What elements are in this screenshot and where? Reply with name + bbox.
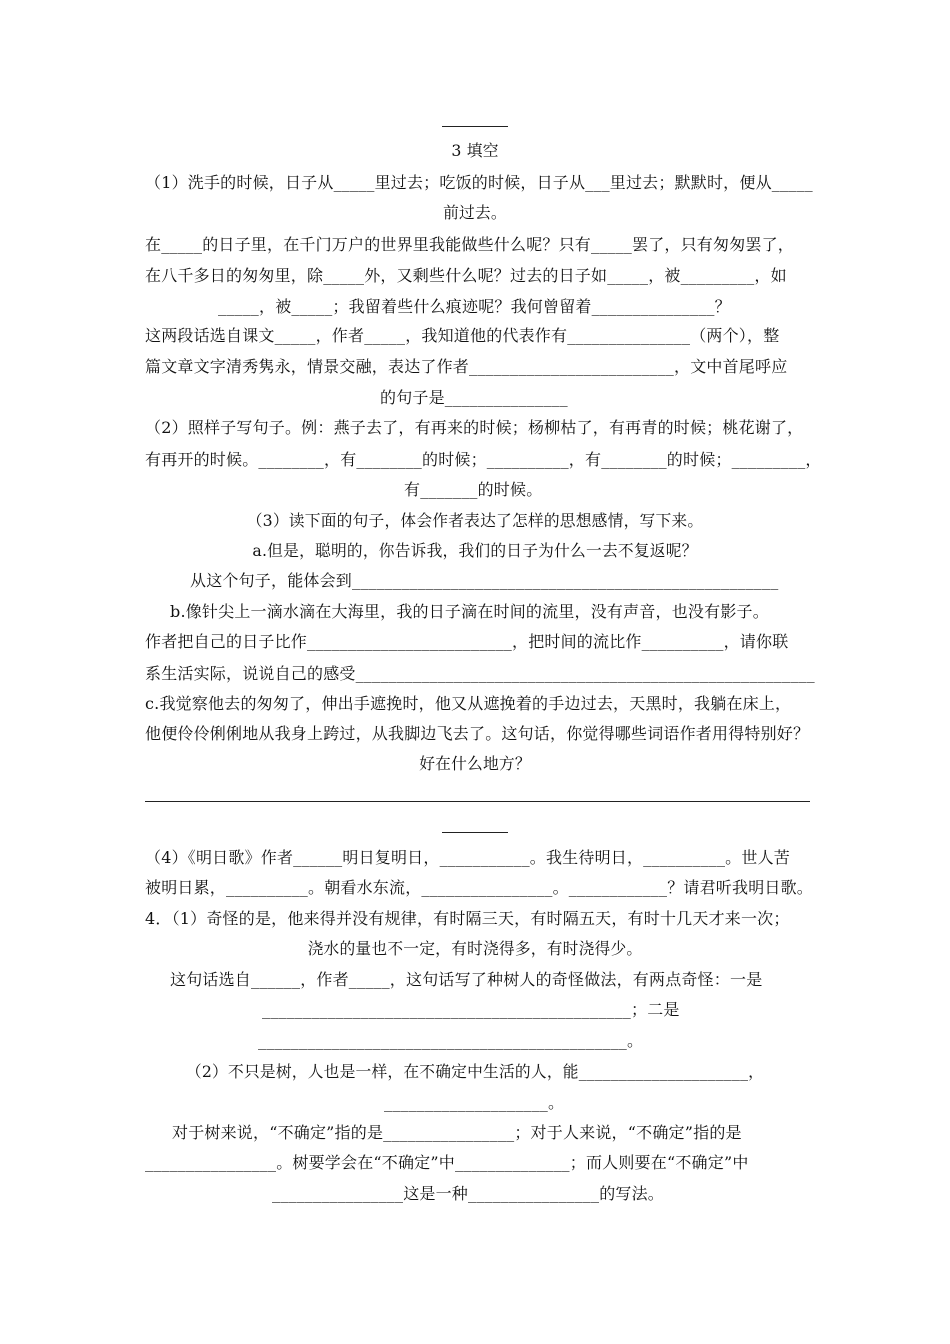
q3-instruction: （3）读下面的句子，体会作者表达了怎样的思想感情，写下来。 <box>246 511 704 530</box>
q5-line-4: _____________________________________________；二是 <box>262 1000 680 1019</box>
q1-line-5: _____，被_____；我留着些什么痕迹呢？我何曾留着_______________？ <box>218 297 731 316</box>
q3-sentence-c-3: 好在什么地方？ <box>419 754 531 773</box>
top-short-rule <box>442 126 508 127</box>
q5-line-2: 浇水的量也不一定，有时浇得多，有时浇得少。 <box>307 939 643 958</box>
q1-line-1: （1）洗手的时候，日子从_____里过去；吃饭的时候，日子从___里过去；默默时，便从_____ <box>145 173 813 192</box>
q3-answer-a: 从这个句子，能体会到____________________________________________________ <box>190 571 779 590</box>
q5-line-6: （2）不只是树，人也是一样，在不确定中生活的人，能_____________________， <box>185 1062 765 1081</box>
q1-line-4: 在八千多日的匆匆里，除_____外，又剩些什么呢？过去的日子如_____，被_________，如 <box>145 266 787 285</box>
q3-sentence-b: b.像针尖上一滴水滴在大海里，我的日子滴在时间的流里，没有声音，也没有影子。 <box>170 602 769 621</box>
q5-line-10: ________________这是一种________________的写法。 <box>272 1184 665 1203</box>
q3-sentence-c-1: c.我觉察他去的匆匆了，伸出手遮挽时，他又从遮挽着的手边过去，天黑时，我躺在床上， <box>145 694 792 713</box>
q3-answer-b-2: 系生活实际，说说自己的感受________________________________________________________ <box>145 664 815 683</box>
q5-line-7: ____________________。 <box>384 1093 565 1112</box>
q1-line-3: 在_____的日子里，在千门万户的世界里我能做些什么呢？只有_____罢了，只有匆匆罢了， <box>145 235 795 254</box>
q1-line-7: 篇文章文字清秀隽永，情景交融，表达了作者_________________________，文中首尾呼应 <box>145 357 788 376</box>
q5-line-9: ________________。树要学会在“不确定”中______________；而人则要在“不确定”中 <box>145 1153 749 1172</box>
q3-sentence-a: a.但是，聪明的，你告诉我，我们的日子为什么一去不复返呢？ <box>252 541 698 560</box>
q5-line-1: 4．（1）奇怪的是，他来得并没有规律，有时隔三天，有时隔五天，有时十几天才来一次； <box>145 909 790 928</box>
q1-line-6: 这两段话选自课文_____，作者_____，我知道他的代表作有_______________（两个），整 <box>145 326 780 345</box>
mid-short-rule <box>442 832 508 833</box>
q5-line-8: 对于树来说，“不确定”指的是________________；对于人来说，“不确定”指的是 <box>172 1123 742 1142</box>
q1-line-8: 的句子是_______________ <box>380 388 568 407</box>
q1-line-2: 前过去。 <box>443 203 507 222</box>
q3-sentence-c-2: 他便伶伶俐俐地从我身上跨过，从我脚边飞去了。这句话，你觉得哪些词语作者用得特别好？ <box>145 724 810 743</box>
q4-line-1: （4）《明日歌》作者______明日复明日，___________。我生待明日，__________。世人苦 <box>145 848 790 867</box>
answer-rule-long <box>145 801 810 802</box>
q3-answer-b-1: 作者把自己的日子比作_________________________，把时间的流比作__________，请你联 <box>145 632 789 651</box>
q2-line-3: 有_______的时候。 <box>404 480 543 499</box>
q4-line-2: 被明日累，__________。朝看水东流，________________。____________？请君听我明日歌。 <box>145 878 814 897</box>
q2-line-2: 有再开的时候。________，有________的时候；__________，有________的时候；_________， <box>145 450 822 469</box>
section-title: 3 填空 <box>451 141 499 160</box>
q5-line-5: _____________________________________________。 <box>258 1031 644 1050</box>
q5-line-3: 这句话选自______，作者_____，这句话写了种树人的奇怪做法，有两点奇怪：一是 <box>170 970 763 989</box>
q2-line-1: （2）照样子写句子。例：燕子去了，有再来的时候；杨柳枯了，有再青的时候；桃花谢了， <box>145 418 804 437</box>
